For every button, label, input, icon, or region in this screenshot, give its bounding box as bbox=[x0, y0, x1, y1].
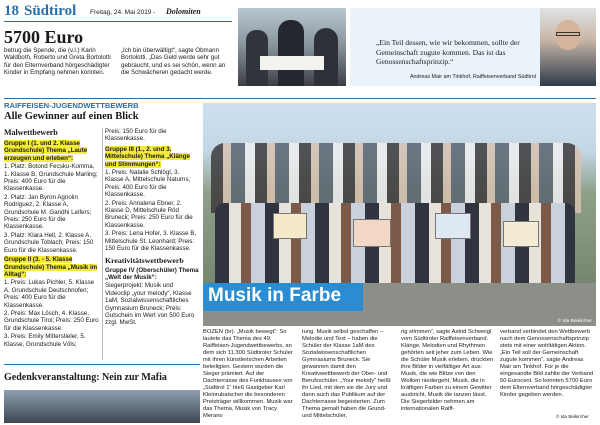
bottom-rule bbox=[4, 364, 200, 365]
section-kicker: RAIFFEISEN-JUGENDWETTBEWERB bbox=[4, 101, 139, 110]
donation-photo bbox=[238, 8, 346, 86]
quote-text: „Ein Teil dessen, wie wir bekommen, sollte der Gemeinschaft zugute kommen. Das ist das Genossenschaftsprinzip.“ bbox=[376, 38, 520, 66]
artwork-board bbox=[273, 213, 307, 239]
group3-entry-2: 2. Preis: Annalena Ebner, 2. Klasse D, Mittelschule Röd Bruneck; Preis: 250 Euro für die Klassenkasse. bbox=[105, 199, 193, 229]
artwork-board bbox=[503, 221, 539, 247]
quote-author: Andreas Mair am Tinkhof, Raiffeisenverband Südtirol bbox=[409, 74, 536, 80]
group2-entry-2: 2. Preis: Max Lösch, 4. Klasse, Grundschule Tirol; Preis: 250 Euro für die Klassenkasse. bbox=[4, 309, 99, 332]
article-col-2: tung. Musik selbst geschaffen – Melodie und Text – haben die Schüler der Klasse 1aM des Sozialwissenschaftlichen Gymnasiums Bruneck. Sie gewannen damit den Kreativwettbewerb der Ober- und Berufsschüler. „Your melody“ heißt ihr Lied, mit dem sie die Jury und dann auch das Publikum auf der Dachterrasse begeisterten. Zum Thema gemalt haben die Grund- und Mittelschüler, bbox=[302, 329, 391, 419]
group3-heading: Gruppe III (1., 2. und 3. Mittelschule) Thema „Klänge und Stimmungen“: bbox=[105, 145, 190, 168]
region-title: Südtirol bbox=[24, 3, 77, 19]
article-col-1: BOZEN (br). „Musik bewegt“: So lautete das Thema des 49. Raiffeisen-Jugendwettbewerbs, an dem sich 11.300 Südtiroler Schüler mit ihren künstlerischen Arbeiten beteiligten. Gestern wurden die Sieger prämiert. Auf der Dachterrasse des Funkhauses von „Südtirol 1“ hieß Gastgeber Karl Kleinrubatscher die besonderen Preisträger willkommen. Musik war das Thema, Musik von Tracy Merano bbox=[203, 329, 293, 419]
photo-credit: © Ida Beikircher bbox=[557, 319, 592, 324]
top-story-text-right: „Ich bin überwältigt“, sagte Obmann Bortolotti. „Das Geld werde sehr gut gebraucht, und es sei schön, wenn an die Schwächeren gedacht werde. bbox=[121, 47, 226, 77]
photo-banner bbox=[203, 283, 363, 311]
article-col-3: rig stimmen“, sagte Astrid Schweigl vom Südtiroler Raiffeisenverband. Klänge, Melodien und Rhythmen gehörten seit jeher zum Leben. Wie die Schüler Musik erleben, drückten ihre Bilder in vielfältiger Art aus: Musik, die wie Blitze von den Wolken niedergeht, Musik, die in kräftigen Farben zu einem Gewitter ausbricht, Musik die tanzen lässt. Die Siegerbilder nehmen am internationalen Raiff- bbox=[401, 329, 494, 412]
photo-banner-text: Musik in Farbe bbox=[208, 285, 342, 306]
group1-entry-3: 3. Platz: Klara Hell, 2. Klasse A, Grundschule Toblach; Preis: 150 Euro für die Klassenkasse. bbox=[4, 231, 94, 254]
person-figure bbox=[278, 20, 304, 86]
section-headline: Alle Gewinner auf einen Blick bbox=[4, 111, 139, 122]
group1-heading: Gruppe I (1. und 2. Klasse Grundschule) Thema „Laute erzeugen und erleben“: bbox=[4, 140, 88, 162]
group3-entry-1: 1. Preis: Natalie Schlögl, 3. Klasse A, Mittelschule Naturns; Preis: 400 Euro für die Klassenkasse. bbox=[105, 169, 191, 199]
issue-date: Freitag, 24. Mai 2019 - bbox=[90, 9, 156, 16]
bottom-photo bbox=[4, 390, 200, 423]
column-divider bbox=[102, 128, 103, 360]
header-rule bbox=[4, 21, 232, 22]
top-story-body-left bbox=[4, 47, 116, 78]
group2-heading: Gruppe II (3. - 5. Klasse Grundschule) Thema „Musik im Alltag“: bbox=[4, 256, 98, 278]
portrait-glasses bbox=[556, 32, 580, 36]
group3-entry-3: 3. Preis: Lena Hofer, 3. Klasse B, Mittelschule St. Leonhard; Preis: 150 Euro für die Klassenkasse. bbox=[105, 230, 197, 253]
paper-name: Dolomiten bbox=[166, 7, 201, 16]
article-col-4: verband verbindet den Wettbewerb nach dem Genossenschaftsprinzip stets mit einer wohltätigen Aktion. „Ein Teil soll der Gemeinschaft zugute kommen“, sagte Andreas Mair am Tinkhof. Für je die eingesandte Bild zahlte der Verband 50 Eurocent. So konnten 5700 Euro dem Elternverband hörgeschädigter Kinder gegeben werden. bbox=[500, 329, 594, 398]
malwettbewerb-title: Malwettbewerb bbox=[4, 128, 58, 137]
kreativ-title: Kreativitätswettbewerb bbox=[105, 255, 184, 265]
results-column-2 bbox=[105, 128, 199, 328]
top-story-body-right bbox=[121, 47, 233, 78]
group2-entry-1: 1. Preis: Lukas Pichler, 5. Klasse A, Grundschule Deutschnofen; Preis: 400 Euro für die Klassenkasse. bbox=[4, 279, 95, 309]
donation-cheque bbox=[260, 56, 324, 70]
portrait-photo bbox=[540, 8, 596, 86]
group2-entry-3: 3. Preis: Emily Mitterstieler, 5. Klasse, Grundschule Völs; bbox=[4, 333, 86, 348]
top-story-text-left: betrug die Spende, die (v.l.) Karin Waldboth, Roberto und Greta Bortolotti für den Elternverband hörgeschädigter Kinder in Empfang nehmen konnten. bbox=[4, 47, 111, 77]
malwettbewerb-column bbox=[4, 128, 100, 349]
page-number: 18 bbox=[4, 3, 19, 19]
quote-box bbox=[350, 8, 596, 86]
artwork-board bbox=[353, 219, 391, 247]
section-rule bbox=[4, 98, 596, 99]
article-credit: © Ida Beikircher bbox=[556, 414, 589, 419]
group-photo bbox=[203, 103, 596, 326]
artwork-board bbox=[435, 213, 471, 239]
group4-entry: Siegerprojekt: Musik und Videoclip „your melody“, Klasse 1aM, Sozialwissenschaftliches Gymnasium Bruneck; Preis: Gutschein im Wert von 500 Euro zzgl. MwSt. bbox=[105, 282, 195, 327]
carry-over-prize: Preis: 150 Euro für die Klassenkasse. bbox=[105, 128, 167, 143]
bottom-headline: Gedenkveranstaltung: Nein zur Mafia bbox=[4, 372, 167, 383]
group1-entry-1: 1. Platz: Botond Fecsku-Komma, 1. Klasse B, Grundschule Marling; Preis: 400 Euro für die Klassenkasse. bbox=[4, 163, 98, 193]
page-header bbox=[4, 2, 230, 20]
top-story-headline: 5700 Euro bbox=[4, 27, 84, 47]
group1-entry-2: 2. Platz: Jan Byron Agnolin Rodriguez, 2. Klasse A, Grundschule M. Gandhi Leifers; Preis: 250 Euro für die Klassenkasse. bbox=[4, 193, 92, 231]
group4-heading: Gruppe IV (Oberschüler) Thema „Welt der Musik“: bbox=[105, 266, 199, 281]
